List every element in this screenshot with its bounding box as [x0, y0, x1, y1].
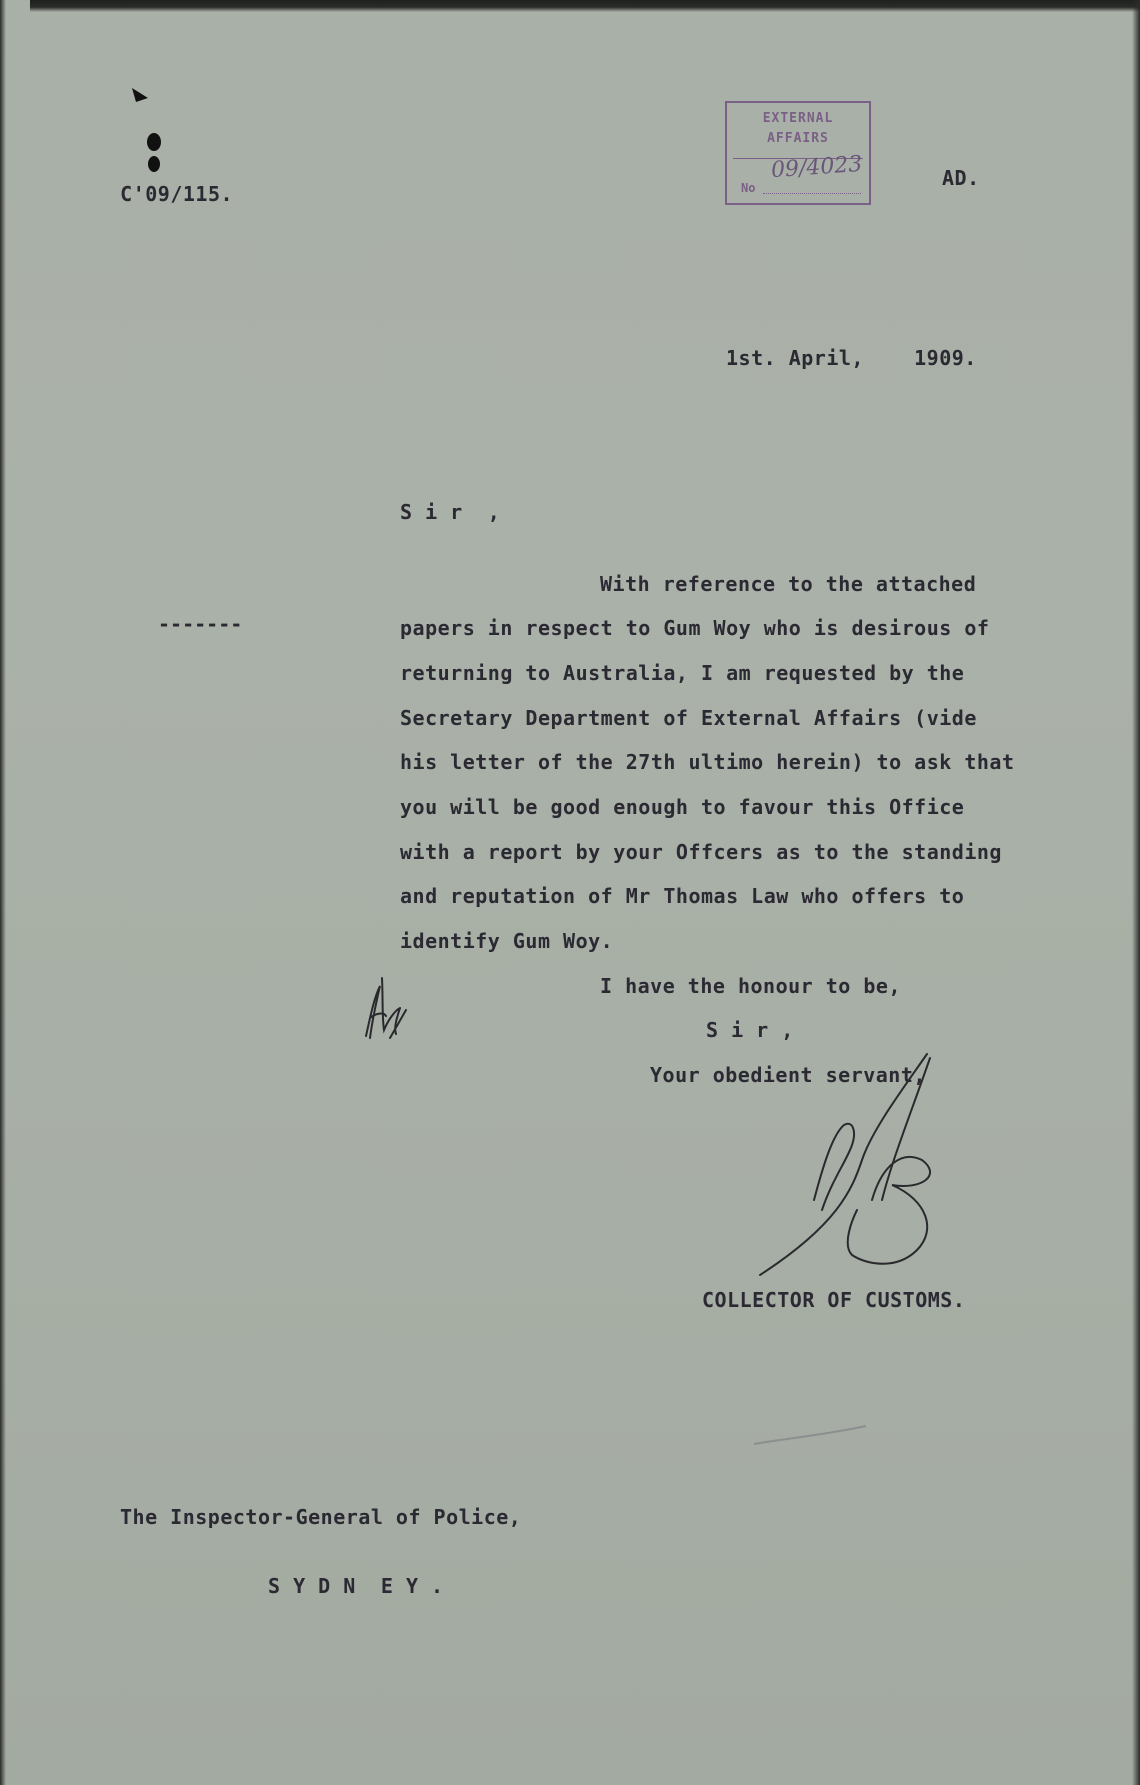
salutation: S i r , — [400, 500, 501, 524]
body-line-6: you will be good enough to favour this Office — [400, 795, 965, 819]
external-affairs-stamp — [725, 101, 871, 205]
body-line-5: his letter of the 27th ultimo herein) to ask that — [400, 750, 1015, 774]
body-line-3: returning to Australia, I am requested by the — [400, 661, 965, 685]
closing-line-1: I have the honour to be, — [600, 974, 901, 998]
file-reference-suffix: 15. — [195, 182, 234, 206]
margin-dash: ------- — [158, 612, 243, 636]
margin-initials-icon — [356, 968, 416, 1048]
signature-icon — [752, 1050, 942, 1280]
stray-ink-mark-icon — [750, 1420, 870, 1450]
stamp-dotted-line — [763, 193, 861, 194]
body-line-7: with a report by your Offcers as to the standing — [400, 840, 1002, 864]
file-reference — [70, 158, 233, 230]
body-line-9: identify Gum Woy. — [400, 929, 614, 953]
page-edge-right — [1132, 0, 1140, 1785]
stamp-number-label: No — [741, 181, 756, 195]
body-line-1: With reference to the attached — [600, 572, 977, 596]
addressee-city: S Y D N E Y . — [268, 1574, 444, 1598]
body-line-4: Secretary Department of External Affairs (vide — [400, 706, 977, 730]
body-line-8: and reputation of Mr Thomas Law who offers to — [400, 884, 965, 908]
office-code: AD. — [942, 166, 980, 190]
letter-date: 1st. April, 1909. — [726, 346, 977, 370]
stamp-line-2: AFFAIRS — [767, 131, 829, 146]
page-edge-left — [0, 0, 6, 1785]
file-reference-prefix: C'09/1 — [120, 182, 196, 206]
signatory-title: COLLECTOR OF CUSTOMS. — [702, 1288, 966, 1312]
stamp-line-1: EXTERNAL — [762, 111, 834, 126]
page-edge-top — [30, 0, 1140, 12]
closing-line-3: Your obedient servant, — [650, 1063, 926, 1087]
stamp-number-handwritten: 09/4023 — [770, 151, 864, 184]
body-line-2: papers in respect to Gum Woy who is desirous of — [400, 616, 990, 640]
addressee: The Inspector-General of Police, — [120, 1505, 522, 1529]
closing-line-2: S i r , — [706, 1018, 794, 1042]
